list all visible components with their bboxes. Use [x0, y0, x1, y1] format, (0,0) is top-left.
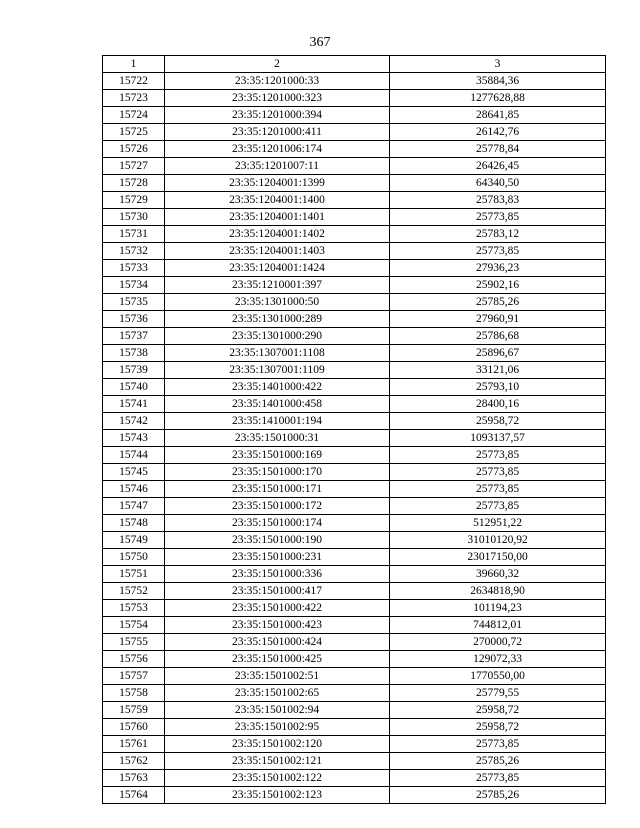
- table-row: [103, 260, 606, 277]
- value-cell: 26142,76: [390, 124, 606, 141]
- row-number-cell: 15737: [103, 328, 165, 345]
- value-cell: 25773,85: [390, 464, 606, 481]
- table-row: [103, 90, 606, 107]
- row-number-cell: 15749: [103, 532, 165, 549]
- row-number-cell: 15750: [103, 549, 165, 566]
- value-cell: 25958,72: [390, 719, 606, 736]
- column-header-2: 2: [165, 56, 390, 73]
- value-cell: 35884,36: [390, 73, 606, 90]
- table-row: [103, 396, 606, 413]
- value-cell: 25773,85: [390, 736, 606, 753]
- page-number: 367: [309, 35, 331, 50]
- data-table: [102, 55, 606, 804]
- row-number-cell: 15733: [103, 260, 165, 277]
- value-cell: 25793,10: [390, 379, 606, 396]
- cadastral-number-cell: 23:35:1501000:172: [165, 498, 390, 515]
- row-number-cell: 15764: [103, 787, 165, 804]
- table-row: [103, 498, 606, 515]
- cadastral-number-cell: 23:35:1307001:1108: [165, 345, 390, 362]
- value-cell: 25785,26: [390, 787, 606, 804]
- table-row: [103, 651, 606, 668]
- value-cell: 64340,50: [390, 175, 606, 192]
- value-cell: 25896,67: [390, 345, 606, 362]
- cadastral-number-cell: 23:35:1204001:1424: [165, 260, 390, 277]
- cadastral-number-cell: 23:35:1201000:323: [165, 90, 390, 107]
- table-row: [103, 277, 606, 294]
- cadastral-number-cell: 23:35:1501000:423: [165, 617, 390, 634]
- cadastral-number-cell: 23:35:1501000:31: [165, 430, 390, 447]
- table-row: [103, 464, 606, 481]
- row-number-cell: 15753: [103, 600, 165, 617]
- row-number-cell: 15722: [103, 73, 165, 90]
- cadastral-number-cell: 23:35:1501000:170: [165, 464, 390, 481]
- row-number-cell: 15743: [103, 430, 165, 447]
- cadastral-number-cell: 23:35:1201000:411: [165, 124, 390, 141]
- table-row: [103, 600, 606, 617]
- cadastral-number-cell: 23:35:1204001:1403: [165, 243, 390, 260]
- table-row: [103, 549, 606, 566]
- value-cell: 25786,68: [390, 328, 606, 345]
- cadastral-number-cell: 23:35:1401000:458: [165, 396, 390, 413]
- table-row: [103, 124, 606, 141]
- table-row: [103, 243, 606, 260]
- table-row: [103, 328, 606, 345]
- table-row: [103, 226, 606, 243]
- cadastral-number-cell: 23:35:1204001:1399: [165, 175, 390, 192]
- value-cell: 101194,23: [390, 600, 606, 617]
- value-cell: 27960,91: [390, 311, 606, 328]
- value-cell: 25958,72: [390, 702, 606, 719]
- table-row: [103, 430, 606, 447]
- cadastral-number-cell: 23:35:1501002:95: [165, 719, 390, 736]
- value-cell: 25773,85: [390, 481, 606, 498]
- row-number-cell: 15726: [103, 141, 165, 158]
- row-number-cell: 15754: [103, 617, 165, 634]
- cadastral-number-cell: 23:35:1501000:171: [165, 481, 390, 498]
- header-row: [103, 56, 606, 73]
- table-row: [103, 413, 606, 430]
- value-cell: 512951,22: [390, 515, 606, 532]
- table-row: [103, 294, 606, 311]
- row-number-cell: 15740: [103, 379, 165, 396]
- cadastral-number-cell: 23:35:1201000:33: [165, 73, 390, 90]
- table-row: [103, 566, 606, 583]
- cadastral-number-cell: 23:35:1204001:1401: [165, 209, 390, 226]
- value-cell: 28641,85: [390, 107, 606, 124]
- table-row: [103, 753, 606, 770]
- row-number-cell: 15734: [103, 277, 165, 294]
- cadastral-number-cell: 23:35:1410001:194: [165, 413, 390, 430]
- cadastral-number-cell: 23:35:1501002:122: [165, 770, 390, 787]
- cadastral-number-cell: 23:35:1201007:11: [165, 158, 390, 175]
- table-row: [103, 481, 606, 498]
- table-row: [103, 719, 606, 736]
- value-cell: 25779,55: [390, 685, 606, 702]
- row-number-cell: 15757: [103, 668, 165, 685]
- table-body: [103, 73, 606, 804]
- cadastral-number-cell: 23:35:1501000:174: [165, 515, 390, 532]
- table-row: [103, 345, 606, 362]
- cadastral-number-cell: 23:35:1501000:422: [165, 600, 390, 617]
- value-cell: 25785,26: [390, 294, 606, 311]
- row-number-cell: 15748: [103, 515, 165, 532]
- value-cell: 25773,85: [390, 243, 606, 260]
- row-number-cell: 15759: [103, 702, 165, 719]
- table-row: [103, 583, 606, 600]
- value-cell: 25785,26: [390, 753, 606, 770]
- cadastral-number-cell: 23:35:1501002:51: [165, 668, 390, 685]
- value-cell: 25778,84: [390, 141, 606, 158]
- cadastral-number-cell: 23:35:1501002:120: [165, 736, 390, 753]
- row-number-cell: 15756: [103, 651, 165, 668]
- value-cell: 27936,23: [390, 260, 606, 277]
- cadastral-number-cell: 23:35:1501000:231: [165, 549, 390, 566]
- table-row: [103, 515, 606, 532]
- value-cell: 1093137,57: [390, 430, 606, 447]
- table-row: [103, 787, 606, 804]
- row-number-cell: 15728: [103, 175, 165, 192]
- value-cell: 25773,85: [390, 498, 606, 515]
- value-cell: 25783,12: [390, 226, 606, 243]
- row-number-cell: 15744: [103, 447, 165, 464]
- row-number-cell: 15747: [103, 498, 165, 515]
- cadastral-number-cell: 23:35:1201000:394: [165, 107, 390, 124]
- value-cell: 26426,45: [390, 158, 606, 175]
- cadastral-number-cell: 23:35:1204001:1400: [165, 192, 390, 209]
- cadastral-number-cell: 23:35:1210001:397: [165, 277, 390, 294]
- cadastral-number-cell: 23:35:1301000:50: [165, 294, 390, 311]
- row-number-cell: 15758: [103, 685, 165, 702]
- cadastral-number-cell: 23:35:1501000:417: [165, 583, 390, 600]
- row-number-cell: 15761: [103, 736, 165, 753]
- cadastral-number-cell: 23:35:1501000:425: [165, 651, 390, 668]
- table-row: [103, 617, 606, 634]
- table-row: [103, 175, 606, 192]
- row-number-cell: 15751: [103, 566, 165, 583]
- cadastral-number-cell: 23:35:1301000:290: [165, 328, 390, 345]
- row-number-cell: 15729: [103, 192, 165, 209]
- cadastral-number-cell: 23:35:1307001:1109: [165, 362, 390, 379]
- value-cell: 25902,16: [390, 277, 606, 294]
- value-cell: 25783,83: [390, 192, 606, 209]
- value-cell: 25773,85: [390, 447, 606, 464]
- cadastral-number-cell: 23:35:1501002:123: [165, 787, 390, 804]
- row-number-cell: 15723: [103, 90, 165, 107]
- row-number-cell: 15730: [103, 209, 165, 226]
- table-row: [103, 192, 606, 209]
- table-row: [103, 702, 606, 719]
- table-row: [103, 141, 606, 158]
- cadastral-number-cell: 23:35:1501000:190: [165, 532, 390, 549]
- row-number-cell: 15738: [103, 345, 165, 362]
- value-cell: 33121,06: [390, 362, 606, 379]
- table-row: [103, 685, 606, 702]
- row-number-cell: 15763: [103, 770, 165, 787]
- row-number-cell: 15752: [103, 583, 165, 600]
- row-number-cell: 15732: [103, 243, 165, 260]
- row-number-cell: 15762: [103, 753, 165, 770]
- row-number-cell: 15746: [103, 481, 165, 498]
- cadastral-number-cell: 23:35:1301000:289: [165, 311, 390, 328]
- row-number-cell: 15739: [103, 362, 165, 379]
- value-cell: 2634818,90: [390, 583, 606, 600]
- table-row: [103, 668, 606, 685]
- cadastral-number-cell: 23:35:1501002:94: [165, 702, 390, 719]
- row-number-cell: 15745: [103, 464, 165, 481]
- row-number-cell: 15727: [103, 158, 165, 175]
- value-cell: 1277628,88: [390, 90, 606, 107]
- table-row: [103, 532, 606, 549]
- row-number-cell: 15742: [103, 413, 165, 430]
- table-row: [103, 158, 606, 175]
- table-row: [103, 770, 606, 787]
- row-number-cell: 15741: [103, 396, 165, 413]
- column-header-3: 3: [390, 56, 606, 73]
- value-cell: 1770550,00: [390, 668, 606, 685]
- table-row: [103, 736, 606, 753]
- cadastral-number-cell: 23:35:1501000:336: [165, 566, 390, 583]
- table-row: [103, 447, 606, 464]
- row-number-cell: 15731: [103, 226, 165, 243]
- table-row: [103, 362, 606, 379]
- table-row: [103, 73, 606, 90]
- cadastral-number-cell: 23:35:1401000:422: [165, 379, 390, 396]
- value-cell: 25958,72: [390, 413, 606, 430]
- cadastral-number-cell: 23:35:1501000:169: [165, 447, 390, 464]
- table-row: [103, 634, 606, 651]
- cadastral-number-cell: 23:35:1501000:424: [165, 634, 390, 651]
- table-row: [103, 107, 606, 124]
- row-number-cell: 15755: [103, 634, 165, 651]
- cadastral-number-cell: 23:35:1201006:174: [165, 141, 390, 158]
- row-number-cell: 15724: [103, 107, 165, 124]
- value-cell: 28400,16: [390, 396, 606, 413]
- value-cell: 270000,72: [390, 634, 606, 651]
- table-row: [103, 379, 606, 396]
- value-cell: 25773,85: [390, 770, 606, 787]
- cadastral-number-cell: 23:35:1501002:65: [165, 685, 390, 702]
- value-cell: 129072,33: [390, 651, 606, 668]
- value-cell: 31010120,92: [390, 532, 606, 549]
- value-cell: 25773,85: [390, 209, 606, 226]
- value-cell: 744812,01: [390, 617, 606, 634]
- value-cell: 39660,32: [390, 566, 606, 583]
- cadastral-number-cell: 23:35:1204001:1402: [165, 226, 390, 243]
- row-number-cell: 15725: [103, 124, 165, 141]
- row-number-cell: 15736: [103, 311, 165, 328]
- column-header-1: 1: [103, 56, 165, 73]
- row-number-cell: 15735: [103, 294, 165, 311]
- table-row: [103, 311, 606, 328]
- table-header: [103, 56, 606, 73]
- value-cell: 23017150,00: [390, 549, 606, 566]
- row-number-cell: 15760: [103, 719, 165, 736]
- cadastral-number-cell: 23:35:1501002:121: [165, 753, 390, 770]
- table-row: [103, 209, 606, 226]
